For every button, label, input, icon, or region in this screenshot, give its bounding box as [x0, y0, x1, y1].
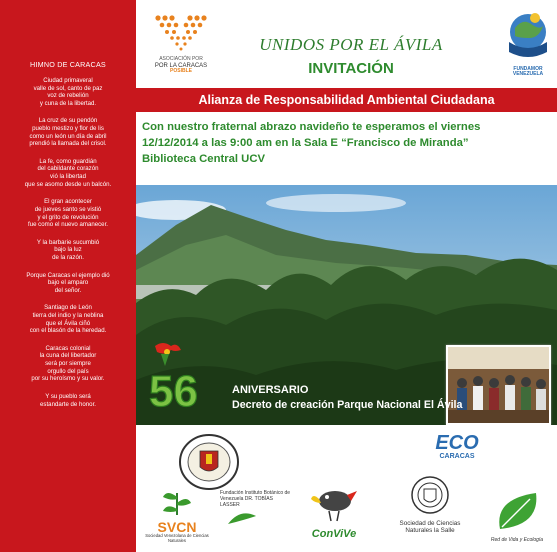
plant-icon: [157, 487, 197, 515]
red-vida-logo: [484, 489, 550, 549]
eco-label: ECO: [435, 432, 479, 454]
anthem-stanza: Y su pueblo será estandarte de honor.: [40, 392, 96, 408]
people-group-image: [448, 347, 551, 425]
anthem-stanza: Santiago de León tierra del indio y la neblina que el Ávila ciñó con el blasón de la heredad.: [29, 304, 107, 335]
anthem-heading: HIMNO DE CARACAS: [30, 60, 106, 69]
svcn-caption: Sociedad Venezolana de Ciencias Naturales: [145, 533, 209, 543]
org-left-line1: ASOCIACIÓN POR: [159, 56, 203, 62]
convive-label: ConViVe: [311, 528, 357, 540]
invitation-main: [136, 0, 557, 552]
red-vida-caption: Red de Vida y Ecología: [490, 537, 544, 543]
anniversary-56-emblem: [141, 340, 221, 410]
lasalle-caption: Sociedad de Ciencias Naturales la Salle: [399, 520, 461, 535]
globe-emblem-icon: [505, 8, 551, 62]
lasser-logo: [220, 491, 294, 537]
anthem-stanza: El gran acontecer de jueves santo se vistió y el grito de revolución fue como el nuevo amanecer.: [28, 198, 108, 229]
caracas-posible-logo: [146, 14, 216, 75]
botanic-leaf-icon: [222, 508, 292, 526]
bird-icon: [309, 483, 359, 523]
anthem-sidebar: [0, 0, 136, 552]
lasalle-seal-icon: [410, 475, 450, 515]
leaf-icon: [490, 489, 544, 533]
anthem-stanza: Ciudad primaveral valle de sol, canto de paz voz de rebelión y cuna de la libertad.: [33, 77, 103, 107]
anthem-stanza: La fe, como guardián del cabildante corazón vió la libertad que se asomo desde un balcón.: [24, 157, 112, 188]
alliance-banner: Alianza de Responsabilidad Ambiental Ciudadana: [136, 88, 557, 112]
anthem-stanza: Y la barbarie sucumbió bajo la luz de la razón.: [36, 238, 100, 261]
anniversary-subtitle: Decreto de creación Parque Nacional El Ávila: [232, 399, 463, 412]
anthem-stanza: Caracas colonial la cuna del libertador será por siempre orgullo del país por su heroísmo y su valor.: [31, 344, 105, 383]
fundamor-logo: [503, 8, 553, 80]
invitation-text: Con nuestro fraternal abrazo navideño te esperamos el viernes 12/12/2014 a las 9:00 am en la Sala E “Francisco de Miranda” Biblioteca Central UCV: [142, 121, 481, 166]
page-title: UNIDOS POR EL ÁVILA: [259, 35, 443, 54]
svcn-logo: [140, 487, 214, 547]
org-left-line3: POSIBLE: [170, 68, 192, 75]
lasser-caption: Fundación Instituto Botánico de Venezuela DR. TOBÍAS LASSER: [220, 490, 291, 508]
org-left-line2: POR LA CARACAS: [154, 62, 208, 69]
page-subtitle: INVITACIÓN: [308, 60, 394, 77]
anniversary-badge: [141, 340, 221, 410]
lasalle-logo: [388, 475, 472, 549]
org-right-label: FUNDAMOR VENEZUELA: [512, 66, 544, 77]
anniversary-title: ANIVERSARIO: [232, 384, 309, 396]
anniversary-number: 56: [149, 367, 198, 410]
university-seal-icon: [178, 433, 240, 491]
sponsor-logos: [136, 425, 557, 552]
convive-logo: [304, 483, 364, 547]
anniversary-text: [232, 383, 462, 413]
svcn-label: SVCN: [157, 519, 197, 535]
eco-caracas-logo: [432, 433, 482, 467]
anthem-stanza: La cruz de su pendón pueblo mestizo y flor de lis como un león un día de abril prendió la llamada del crisol.: [29, 117, 107, 148]
eco-caracas-label: CARACAS: [439, 453, 475, 460]
anthem-stanza: Porque Caracas el ejemplo dió bajo el amparo del señor.: [26, 271, 110, 294]
dots-emblem-icon: [154, 14, 208, 52]
ucv-seal-logo: [176, 433, 242, 491]
